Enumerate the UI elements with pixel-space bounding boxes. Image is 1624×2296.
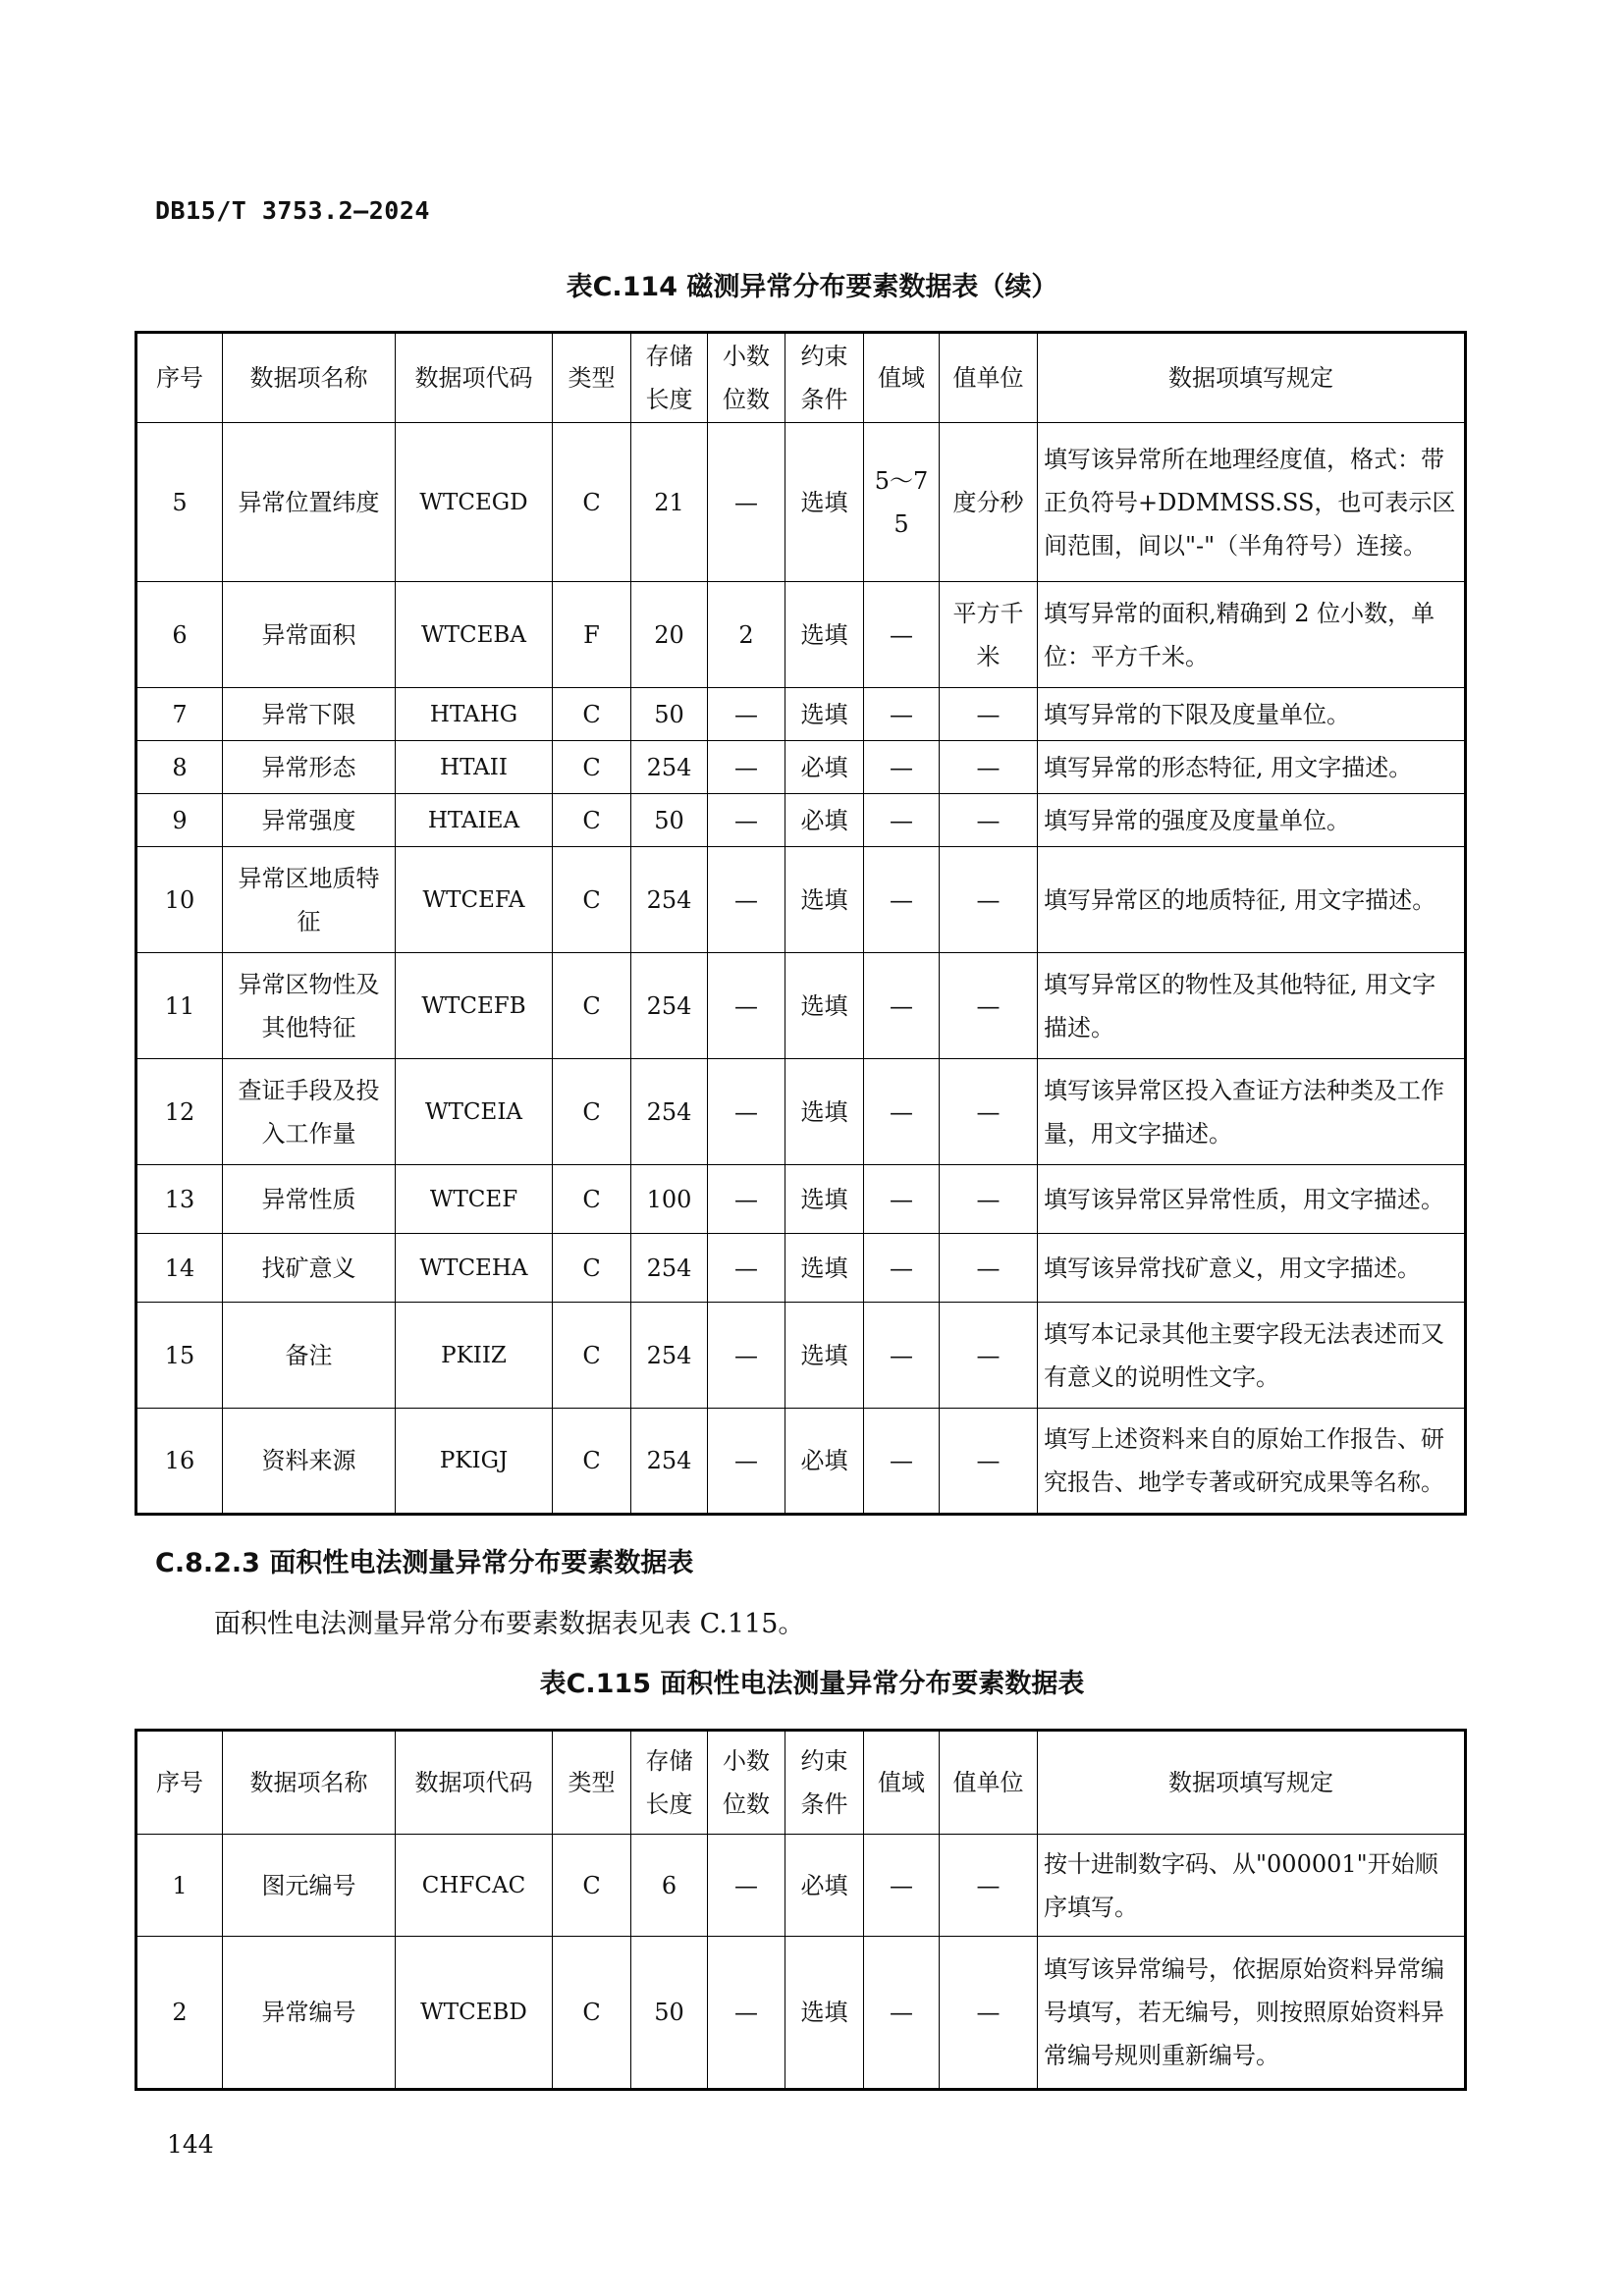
table-cell: 填写该异常所在地理经度值，格式：带正负符号+DDMMSS.SS，也可表示区间范围，间以"-"（半角符号）连接。 [1038, 423, 1466, 582]
table-cell: 查证手段及投入工作量 [223, 1059, 396, 1165]
table-cell: 异常区物性及其他特征 [223, 953, 396, 1059]
table-cell: — [940, 847, 1038, 953]
table-cell: — [708, 1937, 785, 2090]
table-cell: — [864, 1409, 940, 1515]
table-cell: C [553, 1234, 631, 1303]
table-cell: 6 [136, 582, 223, 688]
table-cell: — [940, 1835, 1038, 1937]
table-cell: 100 [631, 1165, 708, 1234]
table-cell: — [708, 423, 785, 582]
section-paragraph: 面积性电法测量异常分布要素数据表见表 C.115。 [214, 1609, 805, 1639]
table-cell: 异常形态 [223, 741, 396, 794]
table-cell: C [553, 794, 631, 847]
table-cell: 填写本记录其他主要字段无法表述而又有意义的说明性文字。 [1038, 1303, 1466, 1409]
table-cell: 填写异常的下限及度量单位。 [1038, 688, 1466, 741]
table-row [136, 1234, 1466, 1303]
table-row [136, 1303, 1466, 1409]
table-cell: 资料来源 [223, 1409, 396, 1515]
table-cell: 选填 [785, 1234, 864, 1303]
table-cell: 9 [136, 794, 223, 847]
table-cell: 异常强度 [223, 794, 396, 847]
table-cell: — [940, 1234, 1038, 1303]
table-cell: 14 [136, 1234, 223, 1303]
table-cell: F [553, 582, 631, 688]
table-cell: — [940, 688, 1038, 741]
header-cell: 约束条件 [785, 333, 864, 423]
table-cell: 按十进制数字码、从"000001"开始顺序填写。 [1038, 1835, 1466, 1937]
table-cell: 2 [708, 582, 785, 688]
table-cell: 254 [631, 953, 708, 1059]
table-cell: 选填 [785, 1165, 864, 1234]
table-cell: — [864, 847, 940, 953]
table-cell: — [708, 1409, 785, 1515]
table-cell: 必填 [785, 1409, 864, 1515]
table-cell: 填写该异常区投入查证方法种类及工作量，用文字描述。 [1038, 1059, 1466, 1165]
table-row [136, 423, 1466, 582]
table-cell: 填写该异常编号，依据原始资料异常编号填写，若无编号，则按照原始资料异常编号规则重新编号。 [1038, 1937, 1466, 2090]
table-body [136, 1835, 1466, 2090]
header-cell: 数据项填写规定 [1038, 333, 1466, 423]
table-cell: — [708, 1059, 785, 1165]
header-cell: 数据项名称 [223, 333, 396, 423]
table-cell: 必填 [785, 1835, 864, 1937]
table-cell: 必填 [785, 794, 864, 847]
table-cell: 1 [136, 1835, 223, 1937]
table-cell: 50 [631, 794, 708, 847]
table-cell: — [864, 1165, 940, 1234]
table-cell: C [553, 1937, 631, 2090]
table-cell: — [708, 847, 785, 953]
table-body [136, 423, 1466, 1515]
table-cell: 找矿意义 [223, 1234, 396, 1303]
table-cell: 254 [631, 1059, 708, 1165]
table-cell: 7 [136, 688, 223, 741]
table-cell: C [553, 423, 631, 582]
table-cell: — [864, 953, 940, 1059]
table-cell: 填写上述资料来自的原始工作报告、研究报告、地学专著或研究成果等名称。 [1038, 1409, 1466, 1515]
header-cell: 序号 [136, 333, 223, 423]
header-cell: 小数位数 [708, 333, 785, 423]
table-cell: CHFCAC [396, 1835, 553, 1937]
table-cell: — [864, 1303, 940, 1409]
table-cell: WTCEF [396, 1165, 553, 1234]
table-cell: — [708, 741, 785, 794]
table-cell: WTCEHA [396, 1234, 553, 1303]
table-cell: 6 [631, 1835, 708, 1937]
table-cell: 填写异常的形态特征, 用文字描述。 [1038, 741, 1466, 794]
table-cell: WTCEFA [396, 847, 553, 953]
table-cell: 异常性质 [223, 1165, 396, 1234]
table-cell: — [864, 1835, 940, 1937]
table-cell: 填写该异常找矿意义，用文字描述。 [1038, 1234, 1466, 1303]
section-heading: C.8.2.3 面积性电法测量异常分布要素数据表 [155, 1548, 694, 1578]
table-row [136, 741, 1466, 794]
table-cell: C [553, 1409, 631, 1515]
header-cell: 数据项填写规定 [1038, 1731, 1466, 1835]
table-row [136, 582, 1466, 688]
table-cell: 21 [631, 423, 708, 582]
table-cell: 254 [631, 1409, 708, 1515]
table-cell: PKIGJ [396, 1409, 553, 1515]
table-cell: — [864, 688, 940, 741]
table-row [136, 1409, 1466, 1515]
table-cell: 选填 [785, 423, 864, 582]
header-cell: 值域 [864, 1731, 940, 1835]
table-cell: — [940, 953, 1038, 1059]
table-cell: 选填 [785, 1937, 864, 2090]
table-cell: 15 [136, 1303, 223, 1409]
table-cell: HTAII [396, 741, 553, 794]
header-cell: 存储长度 [631, 1731, 708, 1835]
table-cell: 选填 [785, 1303, 864, 1409]
document-code: DB15/T 3753.2—2024 [155, 196, 430, 225]
table-cell: — [940, 1165, 1038, 1234]
header-cell: 值域 [864, 333, 940, 423]
table-cell: 填写异常的强度及度量单位。 [1038, 794, 1466, 847]
table-cell: — [708, 1835, 785, 1937]
header-cell: 数据项代码 [396, 1731, 553, 1835]
table-cell: 5～75 [864, 423, 940, 582]
table-cell: — [708, 688, 785, 741]
table-cell: — [864, 741, 940, 794]
table-cell: C [553, 1303, 631, 1409]
table-row [136, 1937, 1466, 2090]
table-cell: 10 [136, 847, 223, 953]
table-cell: 选填 [785, 688, 864, 741]
page-number: 144 [167, 2130, 214, 2159]
table-cell: 50 [631, 688, 708, 741]
table-cell: WTCEBA [396, 582, 553, 688]
data-table-c114 [135, 331, 1467, 1516]
table-cell: — [864, 1937, 940, 2090]
table-cell: 图元编号 [223, 1835, 396, 1937]
table-cell: 平方千米 [940, 582, 1038, 688]
table-cell: C [553, 847, 631, 953]
table-header-row [136, 333, 1466, 423]
header-cell: 数据项名称 [223, 1731, 396, 1835]
table-cell: 选填 [785, 847, 864, 953]
table-cell: C [553, 688, 631, 741]
table-cell: C [553, 1165, 631, 1234]
table-cell: 50 [631, 1937, 708, 2090]
table-cell: 13 [136, 1165, 223, 1234]
table-cell: C [553, 953, 631, 1059]
table-row [136, 953, 1466, 1059]
table-cell: 填写异常区的地质特征, 用文字描述。 [1038, 847, 1466, 953]
table-cell: 12 [136, 1059, 223, 1165]
table-cell: 填写异常的面积,精确到 2 位小数，单位：平方千米。 [1038, 582, 1466, 688]
table-cell: 备注 [223, 1303, 396, 1409]
table-cell: — [940, 1303, 1038, 1409]
header-cell: 存储长度 [631, 333, 708, 423]
table-header-row [136, 1731, 1466, 1835]
table-cell: 异常编号 [223, 1937, 396, 2090]
table-cell: 8 [136, 741, 223, 794]
table-cell: 5 [136, 423, 223, 582]
table-cell: 必填 [785, 741, 864, 794]
table-cell: 254 [631, 847, 708, 953]
header-cell: 类型 [553, 333, 631, 423]
table-cell: — [864, 1059, 940, 1165]
table-cell: WTCEBD [396, 1937, 553, 2090]
header-cell: 约束条件 [785, 1731, 864, 1835]
table-caption: 表C.115 面积性电法测量异常分布要素数据表 [539, 1669, 1085, 1699]
table-cell: C [553, 741, 631, 794]
table-cell: 选填 [785, 1059, 864, 1165]
table-cell: — [864, 794, 940, 847]
table-row [136, 794, 1466, 847]
table-cell: — [940, 1409, 1038, 1515]
table-cell: WTCEFB [396, 953, 553, 1059]
table-cell: — [708, 953, 785, 1059]
table-cell: 填写该异常区异常性质，用文字描述。 [1038, 1165, 1466, 1234]
table-cell: — [708, 794, 785, 847]
table-row [136, 847, 1466, 953]
table-cell: 254 [631, 741, 708, 794]
table-row [136, 1835, 1466, 1937]
table-cell: — [940, 1059, 1038, 1165]
table-cell: 选填 [785, 953, 864, 1059]
header-cell: 小数位数 [708, 1731, 785, 1835]
table-cell: HTAHG [396, 688, 553, 741]
table-cell: 异常区地质特征 [223, 847, 396, 953]
table-cell: — [708, 1234, 785, 1303]
table-cell: 2 [136, 1937, 223, 2090]
table-cell: WTCEGD [396, 423, 553, 582]
table-cell: 11 [136, 953, 223, 1059]
table-cell: HTAIEA [396, 794, 553, 847]
header-cell: 数据项代码 [396, 333, 553, 423]
header-cell: 值单位 [940, 333, 1038, 423]
header-cell: 类型 [553, 1731, 631, 1835]
table-cell: 选填 [785, 582, 864, 688]
table-cell: C [553, 1835, 631, 1937]
table-row [136, 688, 1466, 741]
table-cell: 异常面积 [223, 582, 396, 688]
table-cell: 度分秒 [940, 423, 1038, 582]
table-caption: 表C.114 磁测异常分布要素数据表（续） [566, 272, 1058, 302]
header-cell: 值单位 [940, 1731, 1038, 1835]
table-cell: 20 [631, 582, 708, 688]
table-cell: 填写异常区的物性及其他特征, 用文字描述。 [1038, 953, 1466, 1059]
table-cell: — [864, 582, 940, 688]
table-row [136, 1059, 1466, 1165]
table-cell: 16 [136, 1409, 223, 1515]
table-cell: — [940, 741, 1038, 794]
data-table-c115 [135, 1729, 1467, 2091]
table-cell: PKIIZ [396, 1303, 553, 1409]
table-cell: — [708, 1303, 785, 1409]
table-cell: — [940, 1937, 1038, 2090]
table-cell: — [864, 1234, 940, 1303]
table-cell: 254 [631, 1234, 708, 1303]
table-cell: WTCEIA [396, 1059, 553, 1165]
table-cell: 异常位置纬度 [223, 423, 396, 582]
table-cell: 异常下限 [223, 688, 396, 741]
table-row [136, 1165, 1466, 1234]
table-cell: C [553, 1059, 631, 1165]
table-cell: 254 [631, 1303, 708, 1409]
table-cell: — [708, 1165, 785, 1234]
table-cell: — [940, 794, 1038, 847]
header-cell: 序号 [136, 1731, 223, 1835]
